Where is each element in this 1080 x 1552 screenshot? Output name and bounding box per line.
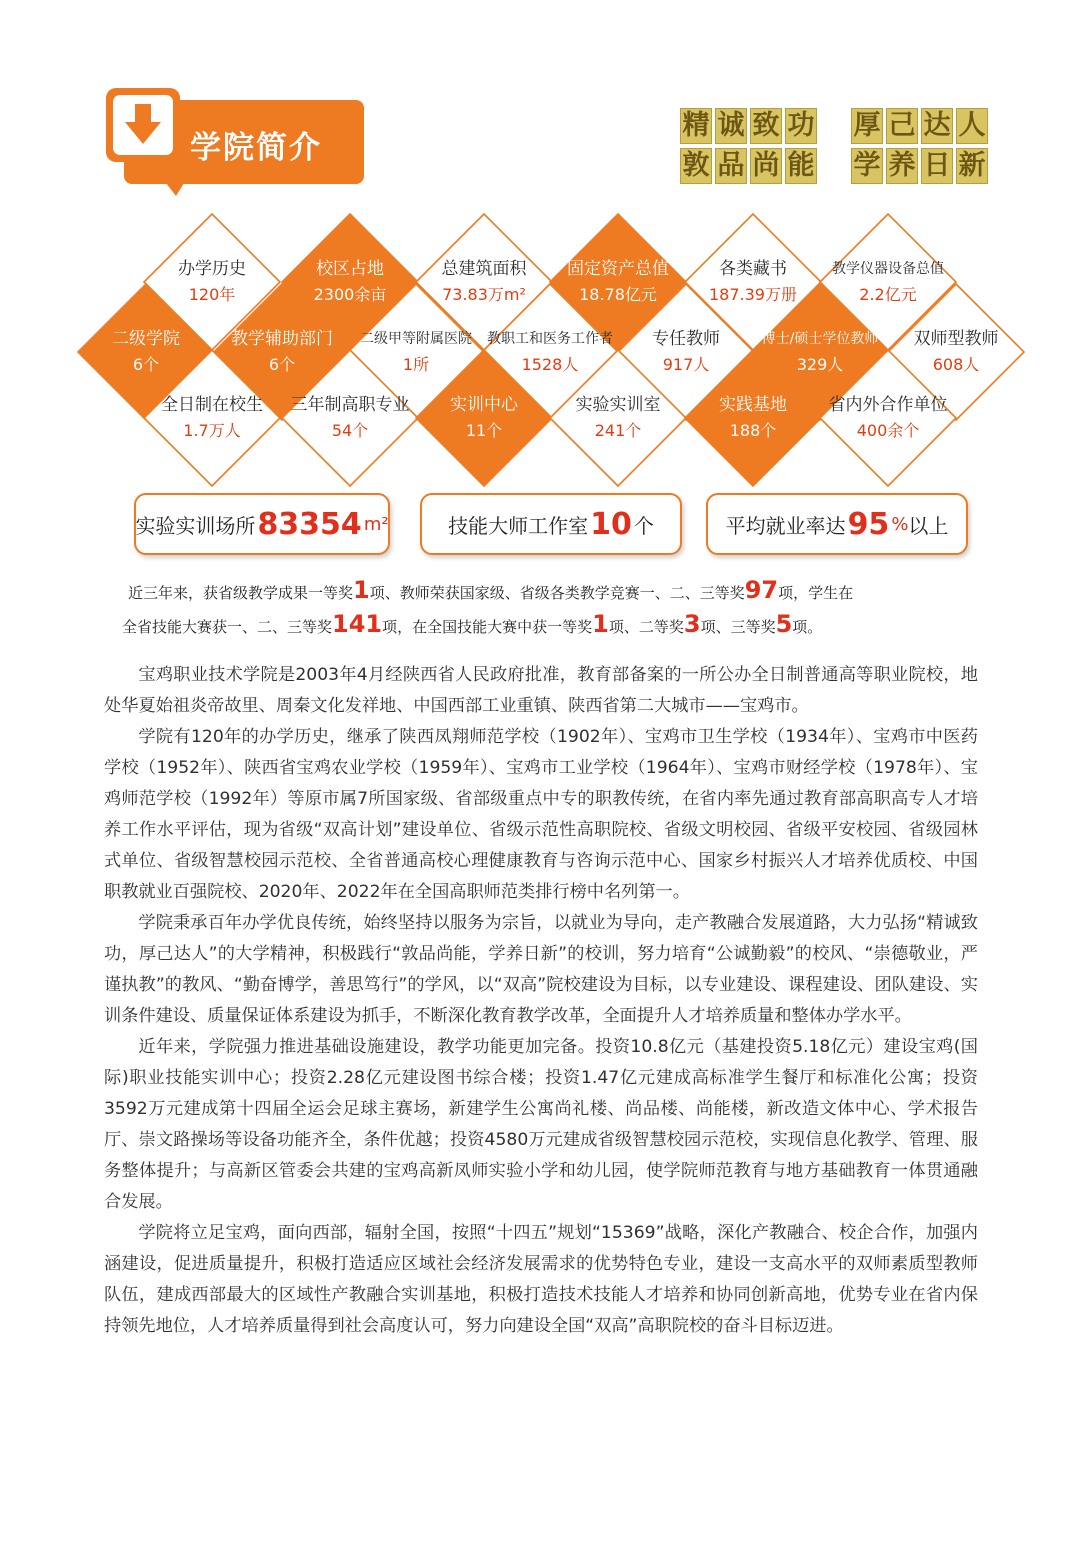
- diamond-value: 917人: [662, 355, 710, 374]
- diamond-stat: [678, 256, 828, 308]
- motto-char: 己: [886, 108, 918, 144]
- diamond-label: 教学辅助部门: [231, 329, 333, 349]
- stat-box-training-area: 实验实训场所 83354 m²: [134, 493, 390, 555]
- diamond-value: 241个: [594, 421, 642, 440]
- diamond-label: 二级学院: [112, 329, 180, 349]
- diamond-stat: [543, 256, 693, 308]
- diamond-label: 教职工和医务工作者: [487, 331, 613, 347]
- motto-char: 尚: [750, 148, 782, 184]
- motto-char: 诚: [715, 108, 747, 144]
- diamond-value: 1.7万人: [183, 421, 241, 440]
- paragraph: 学院有120年的办学历史，继承了陕西凤翔师范学校（1902年）、宝鸡市卫生学校（1934年）、宝鸡市中医药学校（1952年）、陕西省宝鸡农业学校（1959年）、宝鸡市工业学校（1964年）、宝鸡市财经学校（1978年）、宝鸡师范学校（1992年）等原市属7所国家级、省部级重点中专的职教传统，在省内率先通过教育部高职高专人才培养工作水平评估，现为省级“双高计划”建设单位、省级示范性高职院校、省级文明校园、省级平安校园、省级园林式单位、省级智慧校园示范校、全省普通高校心理健康教育与咨询示范中心、国家乡村振兴人才培养优质校、中国职教就业百强院校、2020年、2022年在全国高职师范类排行榜中名列第一。: [104, 727, 978, 902]
- motto-char: 精: [680, 108, 712, 144]
- diamond-stat: [275, 392, 425, 444]
- motto-char: 达: [921, 108, 953, 144]
- stat-box-employment-rate: 平均就业率达 95 % 以上: [706, 493, 968, 555]
- diamond-stat: [813, 392, 963, 444]
- diamond-stat: [881, 326, 1031, 378]
- diamond-label: 校区占地: [316, 259, 384, 279]
- paragraph: 学院将立足宝鸡，面向西部，辐射全国，按照“十四五”规划“15369”战略，深化产教融合、校企合作，加强内涵建设，促进质量提升，积极打造适应区域社会经济发展需求的优势特色专业，建设一支高水平的双师素质型教师队伍，建成西部最大的区域性产教融合实训基地，积极打造技术技能人才培养和协同创新高地，优势专业在省内保持领先地位，人才培养质量得到社会高度认可，努力向建设全国“双高”高职院校的奋斗目标迈进。: [104, 1223, 978, 1336]
- diamond-value: 18.78亿元: [579, 285, 657, 304]
- motto-char: 日: [921, 148, 953, 184]
- diamond-stat: [341, 326, 491, 378]
- diamond-label: 实训中心: [450, 395, 518, 415]
- diamond-label: 双师型教师: [913, 329, 999, 349]
- diamond-stat: [71, 326, 221, 378]
- diamond-value: 73.83万m²: [442, 285, 526, 304]
- diamond-label: 省内外合作单位: [828, 395, 948, 415]
- diamond-stat: [543, 392, 693, 444]
- diamond-label: 固定资产总值: [567, 259, 669, 279]
- diamond-value: 1所: [402, 355, 430, 374]
- diamond-stat: [813, 256, 963, 308]
- diamond-stat: [137, 392, 287, 444]
- motto-char: 养: [886, 148, 918, 184]
- motto-char: 品: [715, 148, 747, 184]
- diamond-value: 54个: [331, 421, 369, 440]
- diamond-stat: [678, 392, 828, 444]
- diamond-stat: [475, 326, 625, 378]
- diamond-stat: [745, 326, 895, 378]
- diamond-stat: [275, 256, 425, 308]
- motto-char: 功: [785, 108, 817, 144]
- diamond-value: 6个: [268, 355, 296, 374]
- diamond-stat: [611, 326, 761, 378]
- diamond-value: 188个: [729, 421, 777, 440]
- paragraph: 近年来，学院强力推进基础设施建设，教学功能更加完备。投资10.8亿元（基建投资5.18亿元）建设宝鸡(国际)职业技能实训中心；投资2.28亿元建设图书综合楼；投资1.47亿元建成高标准学生餐厅和标准化公寓；投资3592万元建成第十四届全运会足球主赛场，新建学生公寓尚礼楼、尚品楼、尚能楼，新改造文体中心、学术报告厅、崇文路操场等设备功能齐全，条件优越；投资4580万元建成省级智慧校园示范校，实现信息化教学、管理、服务整体提升；与高新区管委会共建的宝鸡高新凤师实验小学和幼儿园，使学院师范教育与地方基础教育一体贯通融合发展。: [104, 1037, 978, 1212]
- diamond-value: 2.2亿元: [859, 285, 917, 304]
- diamond-label: 专任教师: [652, 329, 720, 349]
- motto-char: 敦: [680, 148, 712, 184]
- diamond-stat: [137, 256, 287, 308]
- introduction-body: [104, 660, 978, 1342]
- diamond-value: 6个: [132, 355, 160, 374]
- awards-summary: 近三年来，获省级教学成果一等奖1项、教师荣获国家级、省级各类教学竞赛一、二、三等奖97项，学生在 全省技能大赛获一、二、三等奖141项，在全国技能大赛中获一等奖1项、二等奖3项、三等奖5项。: [122, 576, 854, 638]
- diamond-label: 教学仪器设备总值: [832, 261, 944, 277]
- diamond-value: 329人: [796, 355, 844, 374]
- diamond-label: 实践基地: [719, 395, 787, 415]
- motto-char: 新: [956, 148, 988, 184]
- paragraph: 宝鸡职业技术学院是2003年4月经陕西省人民政府批准，教育部备案的一所公办全日制普通高等职业院校，地处华夏始祖炎帝故里、周秦文化发祥地、中国西部工业重镇、陕西省第二大城市——宝鸡市。: [104, 665, 978, 716]
- motto-char: 致: [750, 108, 782, 144]
- stat-box-master-studios: 技能大师工作室 10 个: [420, 493, 682, 555]
- motto-char: 厚: [851, 108, 883, 144]
- diamond-label: 博士/硕士学位教师: [761, 331, 879, 347]
- diamond-label: 实验实训室: [575, 395, 661, 415]
- diamond-value: 11个: [465, 421, 503, 440]
- motto-char: 人: [956, 108, 988, 144]
- diamond-label: 三年制高职专业: [290, 395, 410, 415]
- diamond-label: 总建筑面积: [441, 259, 527, 279]
- motto-char: 学: [851, 148, 883, 184]
- diamond-value: 1528人: [521, 355, 579, 374]
- paragraph: 学院秉承百年办学优良传统，始终坚持以服务为宗旨，以就业为导向，走产教融合发展道路，大力弘扬“精诚致功，厚己达人”的大学精神，积极践行“敦品尚能，学养日新”的校训，努力培育“公诚勤毅”的校风、“崇德敬业，严谨执教”的教风、“勤奋博学，善思笃行”的学风，以“双高”院校建设为目标，以专业建设、课程建设、团队建设、实训条件建设、质量保证体系建设为抓手，不断深化教育教学改革，全面提升人才培养质量和整体办学水平。: [104, 913, 978, 1026]
- diamond-label: 全日制在校生: [161, 395, 263, 415]
- diamond-label: 办学历史: [178, 259, 246, 279]
- diamond-stat: [409, 392, 559, 444]
- diamond-stat: [409, 256, 559, 308]
- section-title: 学院简介: [190, 130, 322, 166]
- motto-char: 能: [785, 148, 817, 184]
- diamond-value: 120年: [188, 285, 236, 304]
- diamond-value: 400余个: [856, 421, 920, 440]
- diamond-value: 608人: [932, 355, 980, 374]
- diamond-label: 二级甲等附属医院: [360, 331, 472, 347]
- diamond-label: 各类藏书: [719, 259, 787, 279]
- diamond-stat: [207, 326, 357, 378]
- diamond-value: 187.39万册: [709, 285, 797, 304]
- diamond-value: 2300余亩: [313, 285, 387, 304]
